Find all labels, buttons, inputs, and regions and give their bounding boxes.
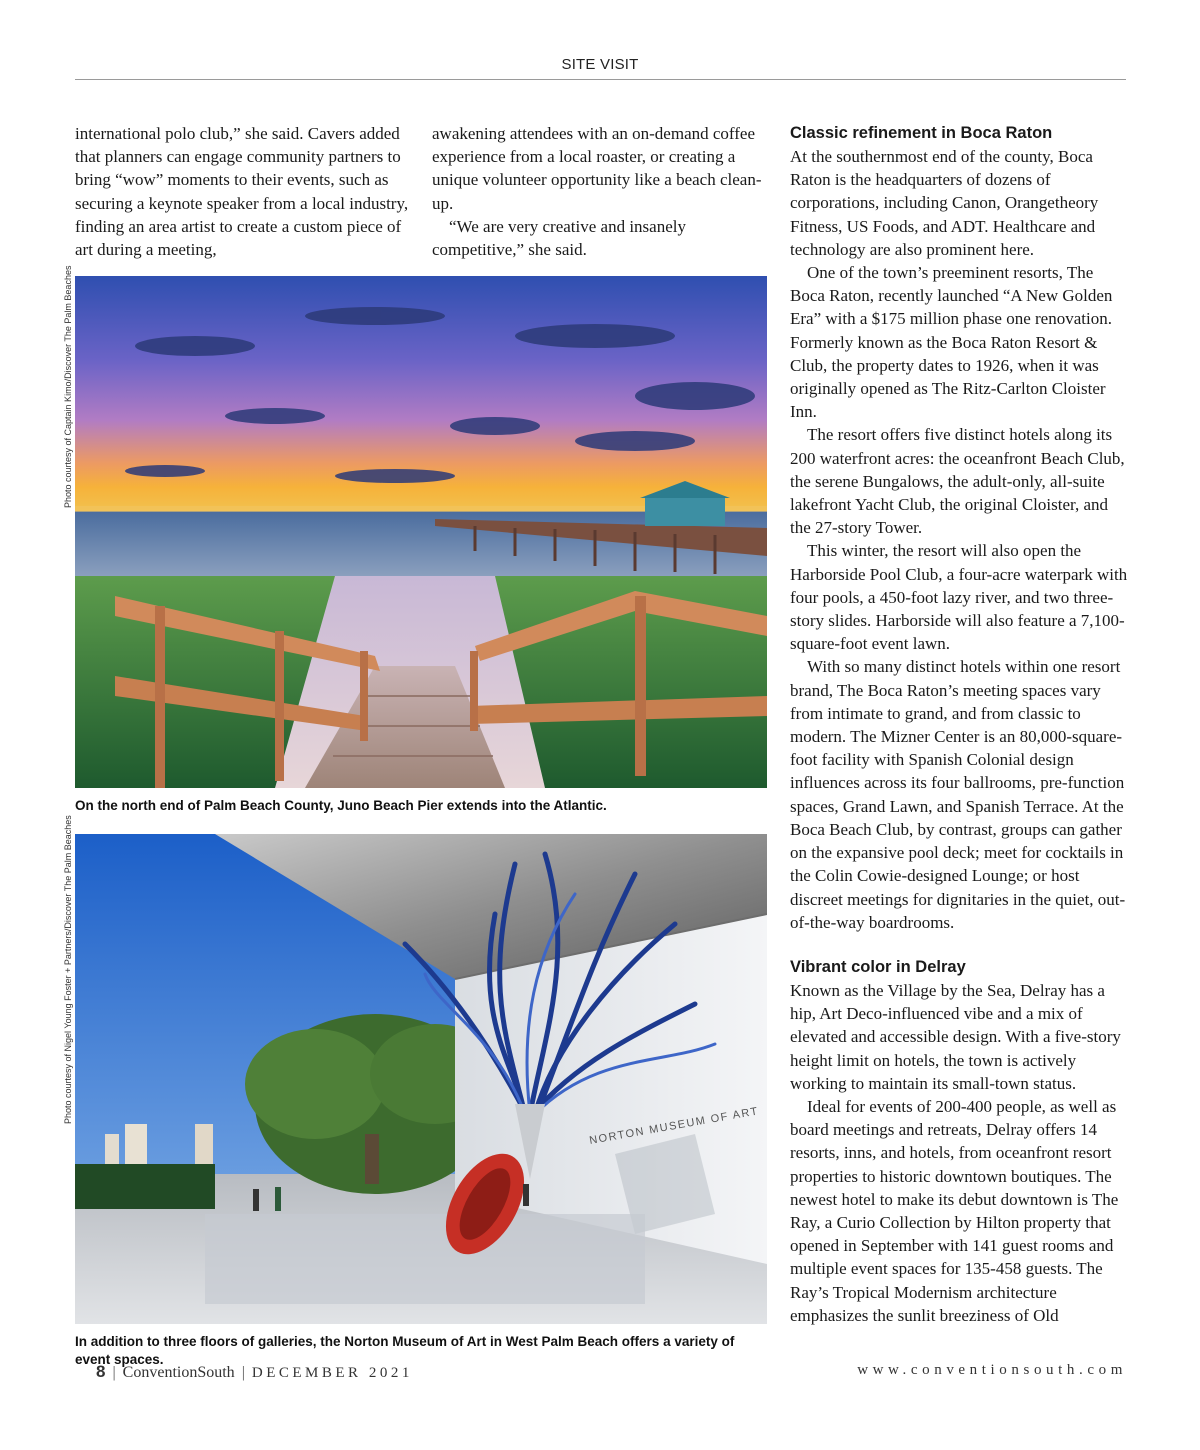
paragraph: Ideal for events of 200-400 people, as well as board meetings and retreats, Delray offers 14 resorts, inns, and hotels, from oceanfront resort properties to historic downtown boutiques. The newest hotel to make its debut downtown is The Ray, a Curio Collection by Hilton property that opened in September with 141 guest rooms and multiple event spaces for 135-458 guests. The Ray’s Tropical Modernism architecture emphasizes the sunlit breeziness of Old: [790, 1096, 1119, 1325]
photo-juno-beach-pier: [75, 276, 767, 788]
article-column-1: [75, 122, 410, 261]
section-heading-delray: Vibrant color in Delray: [790, 957, 966, 976]
paragraph: “We are very creative and insanely competitive,” she said.: [432, 216, 686, 260]
photo-caption: On the north end of Palm Beach County, Juno Beach Pier extends into the Atlantic.: [75, 798, 607, 813]
paragraph: Known as the Village by the Sea, Delray has a hip, Art Deco-influenced vibe and a mix of elevated and accessible design. With a five-story height limit on hotels, the town is actively working to maintain its small-town status.: [790, 980, 1121, 1093]
header-divider: [75, 79, 1126, 80]
magazine-name: ConventionSouth: [122, 1364, 235, 1381]
photo-caption: In addition to three floors of galleries, the Norton Museum of Art in West Palm Beach offers a variety of event spaces.: [75, 1334, 735, 1367]
photo-credit: Photo courtesy of Nigel Young Foster + Partners/Discover The Palm Beaches: [63, 815, 73, 1124]
paragraph: The resort offers five distinct hotels along its 200 waterfront acres: the oceanfront Beach Club, the serene Bungalows, the adult-only, all-suite lakefront Yacht Club, the original Cloister, and the 27-story Tower.: [790, 425, 1125, 538]
section-label: SITE VISIT: [561, 56, 639, 73]
paragraph: This winter, the resort will also open the Harborside Pool Club, a four-acre waterpark with four pools, a 450-foot lazy river, and two three-story slides. Harborside will also feature a 7,100-square-foot event lawn.: [790, 541, 1128, 654]
article-column-2: [432, 122, 767, 261]
section-heading-boca-raton: Classic refinement in Boca Raton: [790, 124, 1053, 142]
page-number: 8: [96, 1362, 106, 1381]
photo-credit: Photo courtesy of Captain Kimo/Discover The Palm Beaches: [63, 265, 73, 508]
paragraph: With so many distinct hotels within one resort brand, The Boca Raton’s meeting spaces vary from intimate to grand, and from classic to modern. The Mizner Center is an 80,000-square-foot facility with Spanish Colonial design influences across its four ballrooms, pre-function spaces, Grand Lawn, and Spanish Terrace. At the Boca Beach Club, by contrast, groups can gather on the expansive pool deck; meet for cocktails in the Colin Cowie-designed Lounge; or host discreet meetings for dignitaries in the quiet, out-of-the-way boardrooms.: [790, 657, 1126, 932]
photo-norton-museum: [75, 834, 767, 1324]
website-url: www.conventionsouth.com: [857, 1362, 1127, 1378]
paragraph: international polo club,” she said. Cavers added that planners can engage community partners to bring “wow” moments to their events, such as securing a keynote speaker from a local industry, finding an area artist to create a custom piece of art during a meeting,: [75, 124, 409, 260]
issue-date: DECEMBER 2021: [251, 1365, 413, 1381]
paragraph: At the southernmost end of the county, Boca Raton is the headquarters of dozens of corporations, including Canon, Orangetheory Fitness, US Foods, and ADT. Healthcare and technology are also prominent here.: [790, 147, 1099, 259]
article-column-3: [790, 122, 1130, 1327]
page-footer-left: 8 | ConventionSouth | DECEMBER 2021: [96, 1362, 413, 1381]
paragraph: One of the town’s preeminent resorts, The Boca Raton, recently launched “A New Golden Era” with a $175 million phase one renovation. Formerly known as the Boca Raton Resort & Club, the property dates to 1926, when it was originally opened as The Ritz-Carlton Cloister Inn.: [790, 263, 1113, 422]
paragraph: awakening attendees with an on-demand coffee experience from a local roaster, or creating a unique volunteer opportunity like a beach clean-up.: [432, 124, 762, 213]
building-sign: NORTON MUSEUM OF ART: [588, 1105, 760, 1147]
